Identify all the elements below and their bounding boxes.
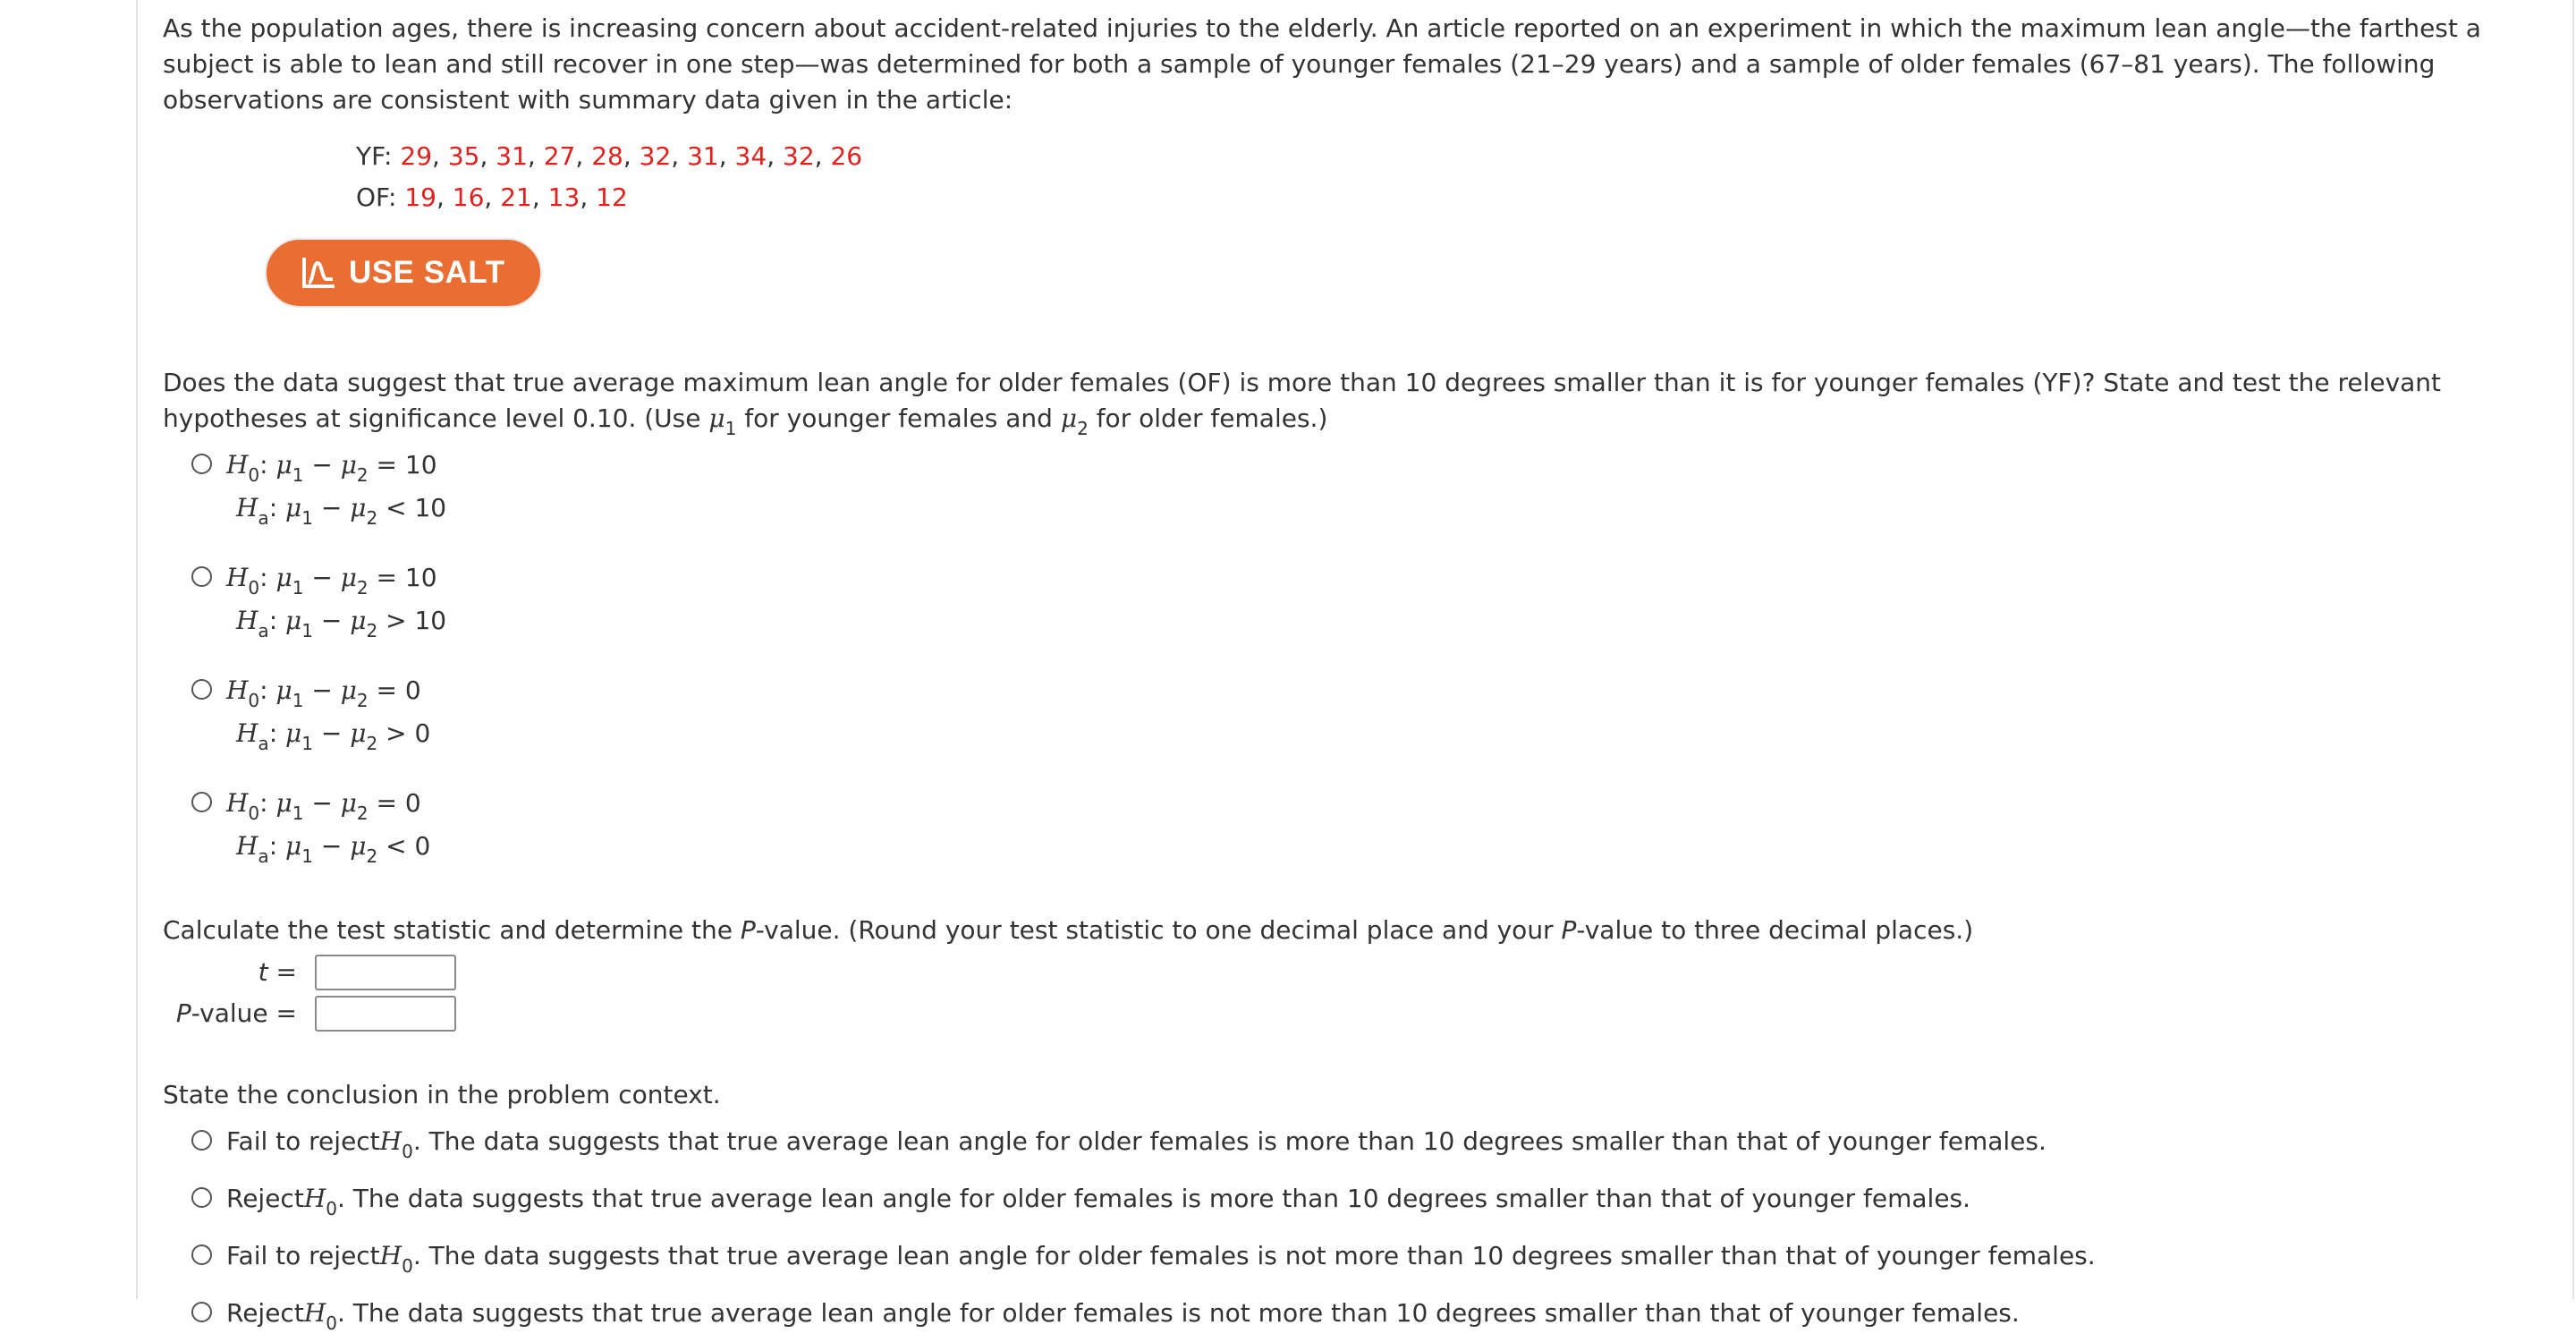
of-value: 21 xyxy=(500,183,532,212)
conclusion-lead: Fail to reject xyxy=(226,1126,380,1156)
h0-line xyxy=(191,669,2542,712)
hypothesis-option[interactable] xyxy=(191,782,2542,868)
h0-sub: 0 xyxy=(326,1312,337,1334)
use-salt-button[interactable] xyxy=(265,238,542,308)
colon: : xyxy=(259,563,276,592)
h0-line xyxy=(191,556,2542,599)
t-equals: = xyxy=(275,957,297,987)
mu-sub-1: 1 xyxy=(292,464,304,486)
calc-instruction xyxy=(163,913,2542,948)
conclusion-option[interactable] xyxy=(191,1285,2542,1342)
conclusion-text: . The data suggests that true average lean angle for older females is more than 10 degrees smaller than that of younger females. xyxy=(336,1184,1971,1213)
h-sub: 0 xyxy=(248,803,260,824)
conclusion-options xyxy=(191,1113,2542,1342)
mu-symbol: μ xyxy=(285,718,302,748)
calc-p-italic: P xyxy=(740,915,756,945)
colon: : xyxy=(259,788,276,818)
conclusion-lead: Reject xyxy=(226,1184,304,1213)
intro-text: As the population ages, there is increasing concern about accident-related injuries to the elderly. An article reported on an experiment in which the maximum lean angle—the farthest a subject is able to lean and still recover in one step—was determined for both a sample of younger females (21–29 years) and a sample of older females (67–81 years). The following observations are consistent with summary data given in the article: xyxy=(163,13,2481,115)
mu-symbol: μ xyxy=(275,450,292,480)
t-row xyxy=(163,952,2542,993)
yf-value: 27 xyxy=(543,141,576,171)
mu-symbol: μ xyxy=(350,831,367,861)
mu-symbol: μ xyxy=(285,831,302,861)
mu-sub-2: 2 xyxy=(356,464,369,486)
mu-sub-2: 2 xyxy=(366,620,378,641)
question-content xyxy=(163,11,2542,1342)
minus-sign: − xyxy=(312,831,351,861)
yf-value: 32 xyxy=(639,141,672,171)
h-symbol: H xyxy=(379,1126,402,1156)
p-value-input[interactable] xyxy=(315,996,456,1032)
mu-symbol: μ xyxy=(340,675,357,705)
minus-sign: − xyxy=(312,718,351,748)
ha-line xyxy=(236,599,2542,642)
hypothesis-rhs: < 10 xyxy=(386,493,447,522)
h-symbol: H xyxy=(379,1241,402,1270)
h-symbol: H xyxy=(226,450,249,480)
mu-symbol: μ xyxy=(275,563,292,592)
mu-sub-1: 1 xyxy=(301,733,313,754)
h0-line xyxy=(191,782,2542,825)
hypothesis-question xyxy=(163,365,2542,437)
calc-text-a: Calculate the test statistic and determine the xyxy=(163,915,733,945)
of-row xyxy=(356,177,2542,218)
mu-sub-2: 2 xyxy=(356,803,369,824)
colon: : xyxy=(268,606,286,635)
h-symbol: H xyxy=(226,563,249,592)
mu-sub-1: 1 xyxy=(292,577,304,599)
h-sub: a xyxy=(258,845,269,867)
mu-symbol: μ xyxy=(340,563,357,592)
h-sub: a xyxy=(258,733,269,754)
yf-label: YF: xyxy=(356,141,393,171)
yf-value: 35 xyxy=(447,141,480,171)
mu-symbol: μ xyxy=(275,675,292,705)
h-symbol: H xyxy=(236,606,258,635)
conclusion-lead: Reject xyxy=(226,1298,304,1328)
yf-value: 31 xyxy=(687,141,719,171)
h-sub: 0 xyxy=(248,464,260,486)
h-symbol: H xyxy=(236,493,258,522)
conclusion-option[interactable] xyxy=(191,1113,2542,1170)
question-text-2: for younger females and xyxy=(744,403,1053,433)
hypothesis-radio[interactable] xyxy=(191,454,212,474)
mu-symbol: μ xyxy=(350,606,367,635)
mu1-sub: 1 xyxy=(724,418,737,439)
left-border xyxy=(136,0,138,1299)
mu-symbol: μ xyxy=(350,493,367,522)
h-sub: a xyxy=(258,620,269,641)
calc-p-italic-2: P xyxy=(1561,915,1577,945)
salt-chart-icon xyxy=(301,256,336,290)
conclusion-option[interactable] xyxy=(191,1170,2542,1227)
question-text-3: for older females.) xyxy=(1096,403,1328,433)
h-sub: a xyxy=(258,507,269,529)
h-symbol: H xyxy=(303,1298,326,1328)
p-symbol: P xyxy=(175,998,191,1028)
yf-value: 34 xyxy=(734,141,767,171)
minus-sign: − xyxy=(303,788,341,818)
hypothesis-rhs: = 10 xyxy=(376,563,437,592)
h-symbol: H xyxy=(226,675,249,705)
yf-value: 26 xyxy=(830,141,863,171)
minus-sign: − xyxy=(312,606,351,635)
right-border xyxy=(2572,0,2574,1299)
hypothesis-rhs: = 10 xyxy=(376,450,437,480)
hypothesis-radio[interactable] xyxy=(191,679,212,700)
t-symbol: t xyxy=(258,957,268,987)
of-label: OF: xyxy=(356,183,397,212)
mu-symbol: μ xyxy=(275,788,292,818)
p-row xyxy=(163,993,2542,1034)
mu-sub-1: 1 xyxy=(301,620,313,641)
mu-sub-2: 2 xyxy=(366,845,378,867)
mu-sub-1: 1 xyxy=(301,507,313,529)
mu-symbol: μ xyxy=(285,493,302,522)
h-symbol: H xyxy=(236,718,258,748)
conclusion-text: . The data suggests that true average lean angle for older females is not more than 10 degrees smaller than that of younger females. xyxy=(336,1298,2020,1328)
conclusion-radio[interactable] xyxy=(191,1187,212,1208)
hypothesis-option[interactable] xyxy=(191,669,2542,755)
colon: : xyxy=(268,493,286,522)
ha-line xyxy=(236,712,2542,755)
p-label xyxy=(163,996,297,1032)
mu-sub-1: 1 xyxy=(292,803,304,824)
p-suffix: -value xyxy=(191,998,268,1028)
hypothesis-rhs: = 0 xyxy=(376,788,421,818)
h-symbol: H xyxy=(303,1184,326,1213)
hypothesis-rhs: > 0 xyxy=(386,718,431,748)
hypothesis-rhs: = 0 xyxy=(376,675,421,705)
minus-sign: − xyxy=(303,450,341,480)
mu-sub-2: 2 xyxy=(356,577,369,599)
h0-line xyxy=(191,444,2542,487)
mu-sub-2: 2 xyxy=(356,690,369,711)
h-sub: 0 xyxy=(248,577,260,599)
h0-sub: 0 xyxy=(402,1255,413,1277)
conclusion-text: . The data suggests that true average lean angle for older females is more than 10 degrees smaller than that of younger females. xyxy=(412,1126,2046,1156)
question-text-1: Does the data suggest that true average maximum lean angle for older females (OF) is more than 10 degrees smaller than it is for younger females (YF)? State and test the relevant hypotheses at significance level 0.10. (Use xyxy=(163,368,2442,433)
of-value: 13 xyxy=(547,183,580,212)
use-salt-label: USE SALT xyxy=(349,255,505,290)
mu1-symbol: μ xyxy=(708,403,725,433)
hypothesis-rhs: < 0 xyxy=(386,831,431,861)
conclusion-radio[interactable] xyxy=(191,1244,212,1265)
colon: : xyxy=(268,831,286,861)
conclusion-option[interactable] xyxy=(191,1227,2542,1285)
h-symbol: H xyxy=(236,831,258,861)
yf-values: 29, 35, 31, 27, 28, 32, 31, 34, 32, 26 xyxy=(400,141,863,171)
yf-value: 28 xyxy=(591,141,623,171)
of-values: 19, 16, 21, 13, 12 xyxy=(404,183,628,212)
mu2-symbol: μ xyxy=(1060,403,1078,433)
of-value: 12 xyxy=(596,183,628,212)
mu-symbol: μ xyxy=(340,788,357,818)
hypothesis-rhs: > 10 xyxy=(386,606,447,635)
mu-symbol: μ xyxy=(340,450,357,480)
colon: : xyxy=(259,450,276,480)
mu-sub-2: 2 xyxy=(366,733,378,754)
mu-sub-2: 2 xyxy=(366,507,378,529)
h-symbol: H xyxy=(226,788,249,818)
mu-sub-1: 1 xyxy=(292,690,304,711)
t-label xyxy=(163,955,297,990)
mu-symbol: μ xyxy=(285,606,302,635)
conclusion-text: . The data suggests that true average lean angle for older females is not more than 10 degrees smaller than that of younger females. xyxy=(412,1241,2096,1270)
salt-wrap xyxy=(265,238,2542,308)
colon: : xyxy=(268,718,286,748)
colon: : xyxy=(259,675,276,705)
h-sub: 0 xyxy=(248,690,260,711)
h0-sub: 0 xyxy=(326,1198,337,1219)
observations xyxy=(356,136,2542,218)
hypothesis-options xyxy=(191,444,2542,868)
p-equals: = xyxy=(275,998,297,1028)
of-value: 16 xyxy=(452,183,485,212)
yf-row xyxy=(356,136,2542,177)
conclusion-radio[interactable] xyxy=(191,1302,212,1322)
hypothesis-option[interactable] xyxy=(191,444,2542,530)
minus-sign: − xyxy=(303,563,341,592)
mu-sub-1: 1 xyxy=(301,845,313,867)
conclusion-radio[interactable] xyxy=(191,1130,212,1151)
hypothesis-option[interactable] xyxy=(191,556,2542,642)
yf-value: 32 xyxy=(783,141,815,171)
mu2-sub: 2 xyxy=(1077,418,1089,439)
ha-line xyxy=(236,487,2542,530)
hypothesis-radio[interactable] xyxy=(191,566,212,587)
calc-text-b: -value. (Round your test statistic to one decimal place and your xyxy=(755,915,1554,945)
mu-symbol: μ xyxy=(350,718,367,748)
yf-value: 29 xyxy=(400,141,433,171)
conclusion-title: State the conclusion in the problem context. xyxy=(163,1080,721,1109)
h0-sub: 0 xyxy=(402,1141,413,1162)
ha-line xyxy=(236,825,2542,868)
minus-sign: − xyxy=(303,675,341,705)
of-value: 19 xyxy=(404,183,436,212)
t-input[interactable] xyxy=(315,955,456,990)
answer-grid xyxy=(163,952,2542,1034)
hypothesis-radio[interactable] xyxy=(191,792,212,812)
conclusion-lead: Fail to reject xyxy=(226,1241,380,1270)
yf-value: 31 xyxy=(496,141,528,171)
calc-text-c: -value to three decimal places.) xyxy=(1576,915,1974,945)
minus-sign: − xyxy=(312,493,351,522)
